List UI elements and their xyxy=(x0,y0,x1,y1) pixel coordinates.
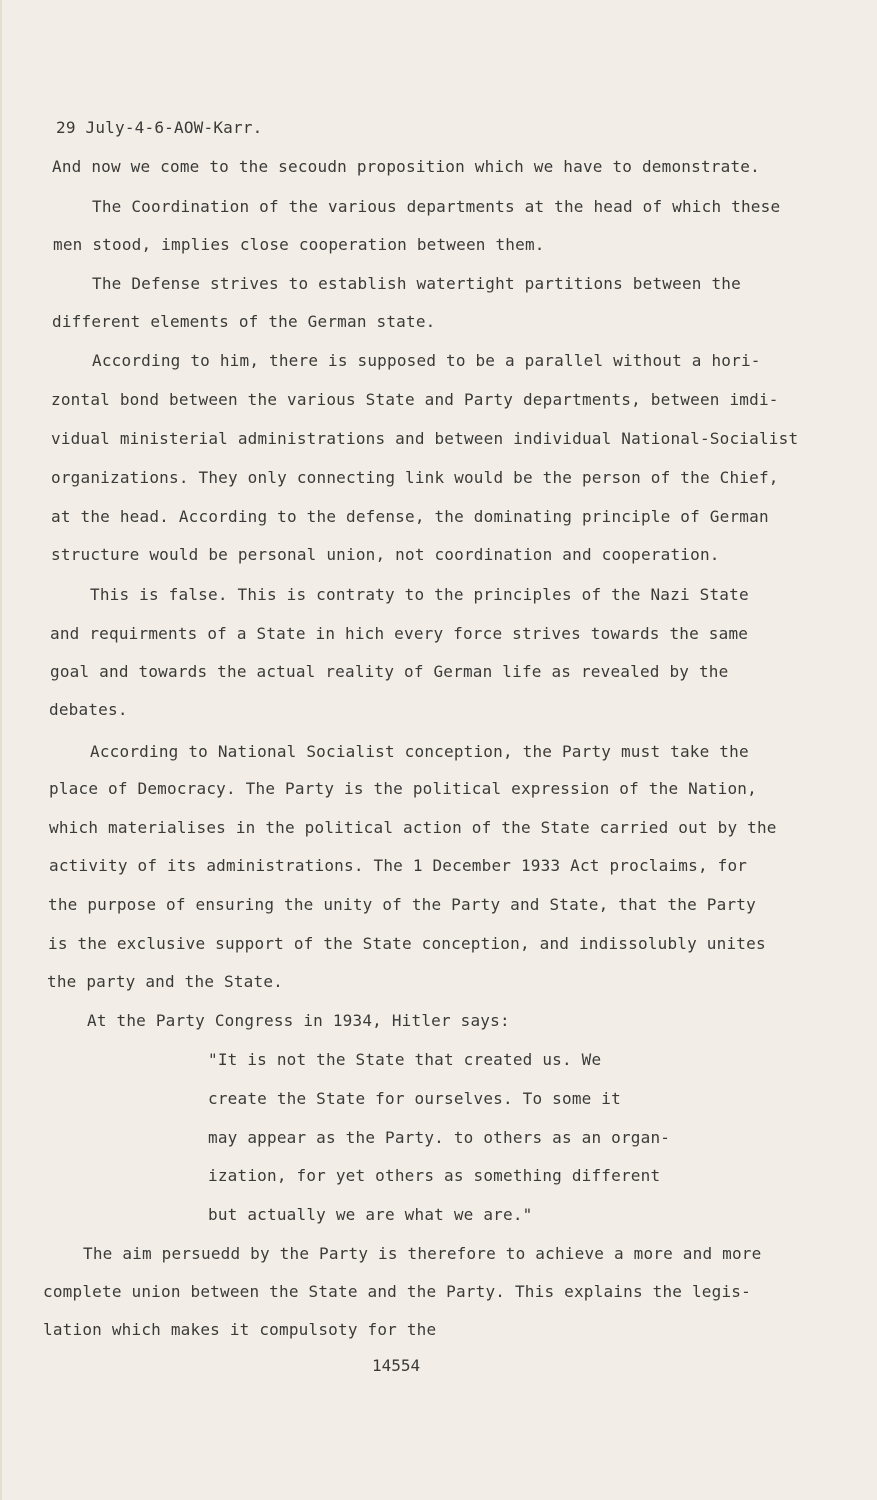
text-line: different elements of the German state. xyxy=(52,312,436,331)
text-line: The Defense strives to establish watertight partitions between the xyxy=(92,274,741,293)
text-line: activity of its administrations. The 1 December 1933 Act proclaims, for xyxy=(49,856,748,875)
text-line: organizations. They only connecting link would be the person of the Chief, xyxy=(51,468,779,487)
text-line: place of Democracy. The Party is the political expression of the Nation, xyxy=(49,779,757,798)
quote-line: ization, for yet others as something different xyxy=(208,1166,661,1185)
text-line: According to him, there is supposed to be a parallel without a hori- xyxy=(92,351,761,370)
text-line: men stood, implies close cooperation between them. xyxy=(53,235,545,254)
text-line: This is false. This is contraty to the principles of the Nazi State xyxy=(90,585,749,604)
text-line: is the exclusive support of the State conception, and indissolubly unites xyxy=(48,934,766,953)
text-line: zontal bond between the various State and Party departments, between imdi- xyxy=(51,390,779,409)
text-line: At the Party Congress in 1934, Hitler says: xyxy=(87,1011,510,1030)
text-line: which materialises in the political action of the State carried out by the xyxy=(49,818,777,837)
text-line: at the head. According to the defense, the dominating principle of German xyxy=(51,507,769,526)
text-line: goal and towards the actual reality of German life as revealed by the xyxy=(50,662,729,681)
text-line: the purpose of ensuring the unity of the Party and State, that the Party xyxy=(48,895,756,914)
text-line: structure would be personal union, not coordination and cooperation. xyxy=(51,545,720,564)
quote-line: "It is not the State that created us. We xyxy=(208,1050,602,1069)
text-line: lation which makes it compulsoty for the xyxy=(43,1320,437,1339)
text-line: and requirments of a State in hich every force strives towards the same xyxy=(50,624,749,643)
text-line: vidual ministerial administrations and between individual National-Socialist xyxy=(51,429,799,448)
text-line: the party and the State. xyxy=(47,972,283,991)
text-line: The Coordination of the various departments at the head of which these xyxy=(92,197,781,216)
page-number: 14554 xyxy=(372,1356,421,1375)
quote-line: create the State for ourselves. To some it xyxy=(208,1089,621,1108)
document-header: 29 July-4-6-AOW-Karr. xyxy=(56,118,263,137)
quote-line: may appear as the Party. to others as an organ- xyxy=(208,1128,671,1147)
text-line: And now we come to the secoudn proposition which we have to demonstrate. xyxy=(52,157,760,176)
text-line: The aim persuedd by the Party is therefore to achieve a more and more xyxy=(83,1244,762,1263)
text-line: complete union between the State and the Party. This explains the legis- xyxy=(43,1282,751,1301)
quote-line: but actually we are what we are." xyxy=(208,1205,533,1224)
text-line: debates. xyxy=(49,700,128,719)
text-line: According to National Socialist conception, the Party must take the xyxy=(90,742,749,761)
